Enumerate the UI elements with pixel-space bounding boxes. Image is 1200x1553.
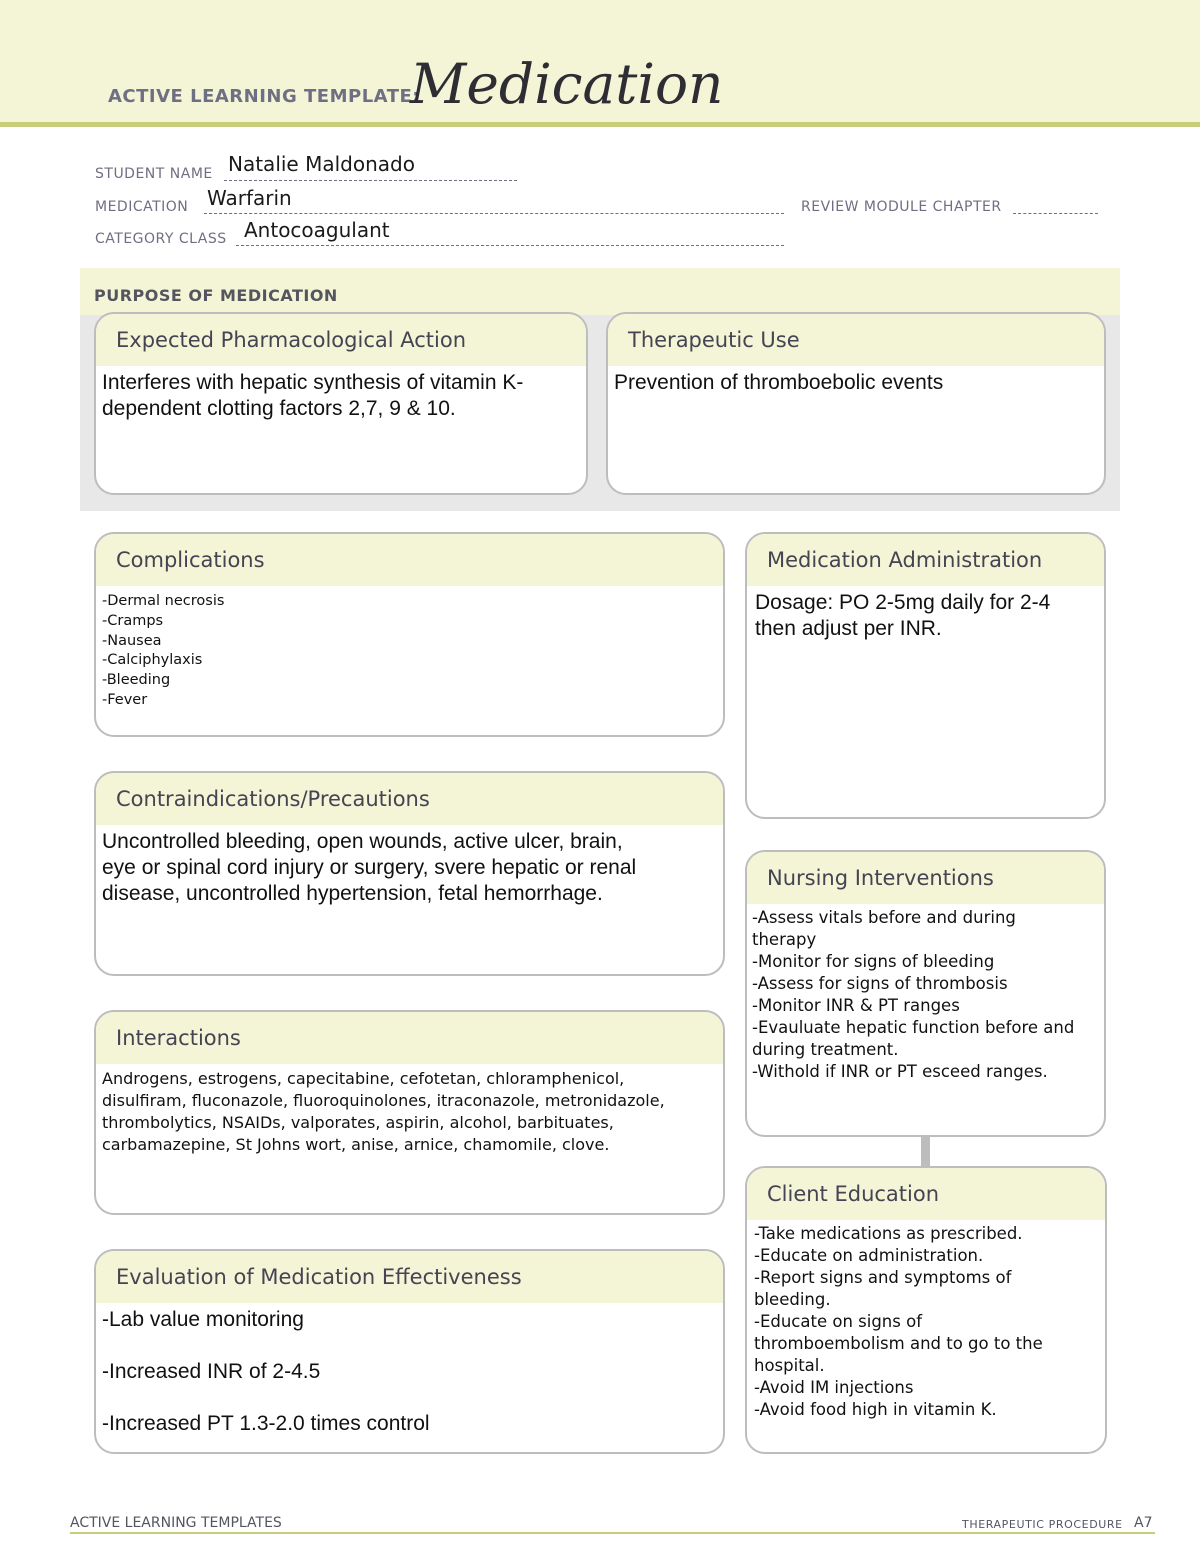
administration-box [745, 532, 1106, 819]
nursing-interventions-title: Nursing Interventions [747, 852, 1104, 904]
page-number: A7 [1134, 1515, 1153, 1531]
interactions-title: Interactions [96, 1012, 723, 1064]
box-connector [921, 1136, 930, 1166]
evaluation-box [94, 1249, 725, 1454]
nursing-interventions-text[interactable]: -Assess vitals before and during therapy -Monitor for signs of bleeding -Assess for signs of thrombosis -Monitor INR & PT ranges -Evauluate hepatic function before and during treatment. -Withold if INR or PT esceed ranges. [752, 908, 1075, 1081]
administration-text[interactable]: Dosage: PO 2-5mg daily for 2-4 then adjust per INR. [755, 591, 1051, 640]
client-education-box [745, 1166, 1107, 1454]
complications-box [94, 532, 725, 737]
medication-value[interactable]: Warfarin [207, 186, 292, 210]
review-module-label: REVIEW MODULE CHAPTER [801, 199, 1002, 215]
template-label: ACTIVE LEARNING TEMPLATE: [108, 86, 420, 107]
client-education-title: Client Education [747, 1168, 1105, 1220]
complications-title: Complications [96, 534, 723, 586]
interactions-text[interactable]: Androgens, estrogens, capecitabine, cefotetan, chloramphenicol, disulfiram, fluconazole, fluoroquinolones, itraconazole, metronidazole, thrombolytics, NSAIDs, valporates, aspirin, alcohol, barbituates, carbamazepine, St Johns wort, anise, arnice, chamomile, clove. [102, 1069, 665, 1154]
student-name-value[interactable]: Natalie Maldonado [228, 152, 415, 176]
medication-label: MEDICATION [95, 199, 189, 215]
page-title: Medication [410, 52, 724, 116]
purpose-label: PURPOSE OF MEDICATION [94, 286, 338, 305]
footer-right-label: THERAPEUTIC PROCEDURE [962, 1518, 1123, 1531]
contraindications-title: Contraindications/Precautions [96, 773, 723, 825]
review-module-line [1013, 213, 1098, 214]
complications-text[interactable]: -Dermal necrosis -Cramps -Nausea -Calciphylaxis -Bleeding -Fever [102, 593, 225, 708]
category-class-label: CATEGORY CLASS [95, 231, 227, 247]
contraindications-text[interactable]: Uncontrolled bleeding, open wounds, active ulcer, brain, eye or spinal cord injury or surgery, svere hepatic or renal disease, uncontrolled hypertension, fetal hemorrhage. [102, 830, 637, 905]
therapeutic-use-text[interactable]: Prevention of thromboebolic events [614, 371, 944, 394]
category-class-value[interactable]: Antocoagulant [244, 218, 390, 242]
evaluation-title: Evaluation of Medication Effectiveness [96, 1251, 723, 1303]
expected-action-title: Expected Pharmacological Action [96, 314, 586, 366]
category-class-line [236, 245, 784, 246]
therapeutic-use-box [606, 312, 1106, 495]
expected-action-box [94, 312, 588, 495]
student-name-line [224, 180, 517, 181]
client-education-text[interactable]: -Take medications as prescribed. -Educate on administration. -Report signs and symptoms of bleeding. -Educate on signs of thromboembolism and to go to the hospital. -Avoid IM injections -Avoid food high in vitamin K. [754, 1224, 1043, 1419]
evaluation-text[interactable]: -Lab value monitoring -Increased INR of 2-4.5 -Increased PT 1.3-2.0 times control [102, 1308, 430, 1435]
interactions-box [94, 1010, 725, 1215]
therapeutic-use-title: Therapeutic Use [608, 314, 1104, 366]
footer-left-label: ACTIVE LEARNING TEMPLATES [70, 1515, 282, 1531]
nursing-interventions-box [745, 850, 1106, 1137]
medication-line [204, 213, 784, 214]
student-name-label: STUDENT NAME [95, 166, 213, 182]
administration-title: Medication Administration [747, 534, 1104, 586]
expected-action-text[interactable]: Interferes with hepatic synthesis of vitamin K- dependent clotting factors 2,7, 9 & 10. [102, 371, 524, 420]
contraindications-box [94, 771, 725, 976]
footer-rule [70, 1532, 1155, 1534]
